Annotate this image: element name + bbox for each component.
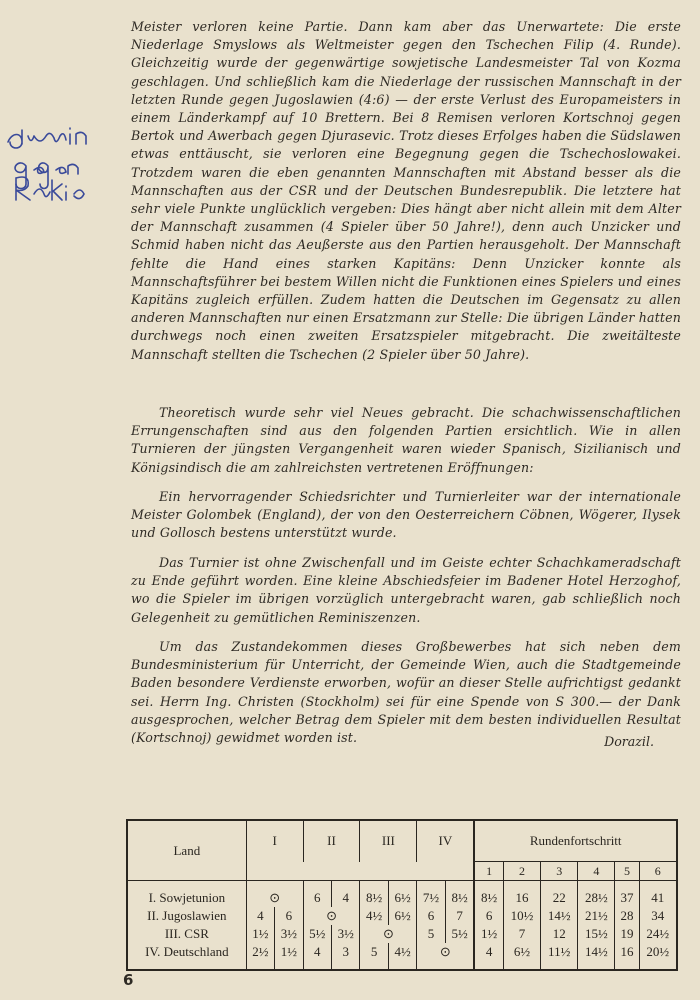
progress-cell: 28 [615, 907, 639, 925]
progress-cell: 41 [639, 881, 677, 908]
handwritten-margin-note [4, 122, 114, 202]
score-cell: 4 [303, 943, 331, 970]
progress-cell: 15½ [578, 925, 615, 943]
score-cell: 6 [303, 881, 331, 908]
score-cell: 3½ [332, 925, 360, 943]
author-signature: Dorazil. [604, 734, 654, 749]
table-row [127, 943, 677, 970]
progress-cell: 12 [541, 925, 578, 943]
progress-cell: 19 [615, 925, 639, 943]
header-round-3: 3 [541, 862, 578, 881]
self-match-marker: ⊙ [417, 943, 475, 970]
score-cell: 5½ [445, 925, 474, 943]
header-opponent-3: III [360, 820, 417, 862]
score-cell: 2½ [246, 943, 274, 970]
score-cell: 1½ [275, 943, 303, 970]
progress-cell: 4 [474, 943, 503, 970]
score-cell: 5 [417, 925, 445, 943]
table-row [127, 907, 677, 925]
header-opponent-4: IV [417, 820, 475, 862]
progress-cell: 14½ [541, 907, 578, 925]
score-cell: 4½ [388, 943, 416, 970]
country-name: I. Sowjetunion [127, 881, 246, 908]
score-cell: 1½ [246, 925, 274, 943]
table-row [127, 925, 677, 943]
progress-cell: 6½ [503, 943, 540, 970]
score-cell: 4 [246, 907, 274, 925]
progress-cell: 22 [541, 881, 578, 908]
body-paragraph-1: Meister verloren keine Partie. Dann kam aber das Unerwartete: Die erste Niederlage Smyslows als Weltmeister gegen den Tschechen Filip (4. Runde). Gleichzeitig wurde der gegenwärtige sowjetische Landesmeister Tal von Kozma geschlagen. Und schließlich kam die Niederlage der russischen Mannschaft in der letzten Runde gegen Jugoslawien (4:6) — der erste Verlust des Europameisters in einem Länderkampf auf 10 Brettern. Bei 8 Remisen verloren Kortschnoj gegen Bertok und Awerbach gegen Djurasevic. Trotz dieses Erfolges haben die Südslawen etwas enttäuscht, sie verloren eine Begegnung gegen die Tschechoslowakei. Trotzdem waren die eben genannten Mannschaften mit Abstand besser als die Mannschaften aus der CSR und der Deutschen Bundesrepublik. Die letztere hat sehr viele Punkte unglücklich vergeben: Dies hängt aber nicht allein mit dem Alter der Mannschaft zusammen (4 Spieler über 50 Jahre!), denn auch Unzicker und Schmid haben nicht das Aeußerste aus den Partien herausgeholt. Der Mannschaft fehlte die Hand eines starken Kapitäns: Denn Unzicker konnte als Mannschaftsführer bei bestem Willen nicht die Funktionen eines Spielers und eines Kapitäns zugleich erfüllen. Zudem hatten die Deutschen im Gegensatz zu allen anderen Mannschaften nur einen Ersatzmann zur Stelle: Die übrigen Länder hatten durchwegs noch einen zweiten Ersatzspieler mitgebracht. Die zweitälteste Mannschaft stellten die Tschechen (2 Spieler über 50 Jahre). [131, 19, 681, 362]
score-cell: 5½ [303, 925, 331, 943]
score-cell: 6 [417, 907, 445, 925]
progress-cell: 28½ [578, 881, 615, 908]
header-round-1: 1 [474, 862, 503, 881]
body-paragraph-5: Um das Zustandekommen dieses Großbewerbes hat sich neben dem Bundesministerium für Unterricht, der Gemeinde Wien, auch die Stadtgemeinde Baden besondere Verdienste erworben, wofür an dieser Stelle aufrichtigst gedankt sei. Herrn Ing. Christen (Stockholm) sei für eine Spende von S 300.— der Dank ausgesprochen, welcher Betrag dem Spieler mit dem besten individuellen Resultat (Kortschnoj) gewidmet worden ist. [131, 639, 681, 746]
self-match-marker: ⊙ [246, 881, 303, 908]
score-cell: 5 [360, 943, 388, 970]
score-cell: 3 [332, 943, 360, 970]
score-cell: 6 [275, 907, 303, 925]
score-cell: 4 [332, 881, 360, 908]
header-round-6: 6 [639, 862, 677, 881]
score-cell: 7 [445, 907, 474, 925]
progress-cell: 11½ [541, 943, 578, 970]
results-table [126, 819, 678, 971]
progress-cell: 37 [615, 881, 639, 908]
self-match-marker: ⊙ [303, 907, 360, 925]
header-round-5: 5 [615, 862, 639, 881]
progress-cell: 34 [639, 907, 677, 925]
country-name: III. CSR [127, 925, 246, 943]
score-cell: 6½ [388, 881, 416, 908]
score-cell: 6½ [388, 907, 416, 925]
page-number: 6 [123, 971, 134, 989]
header-opponent-1: I [246, 820, 303, 862]
handwriting-scribble [4, 122, 114, 202]
progress-cell: 21½ [578, 907, 615, 925]
score-cell: 4½ [360, 907, 388, 925]
progress-cell: 6 [474, 907, 503, 925]
progress-cell: 16 [615, 943, 639, 970]
header-land: Land [127, 820, 246, 881]
country-name: II. Jugoslawien [127, 907, 246, 925]
progress-cell: 20½ [639, 943, 677, 970]
header-round-progress: Rundenfortschritt [474, 820, 677, 862]
table-row [127, 881, 677, 908]
score-cell: 7½ [417, 881, 445, 908]
progress-cell: 16 [503, 881, 540, 908]
body-paragraph-2: Theoretisch wurde sehr viel Neues gebracht. Die schachwissenschaftlichen Errungenschaften sind aus den folgenden Partien ersichtlich. Wie in allen Turnieren der jüngsten Vergangenheit waren wieder Spanisch, Sizilianisch und Königsindisch die am zahlreichsten vertretenen Eröffnungen: [131, 405, 681, 475]
progress-cell: 24½ [639, 925, 677, 943]
header-round-2: 2 [503, 862, 540, 881]
score-cell: 3½ [275, 925, 303, 943]
progress-cell: 8½ [474, 881, 503, 908]
progress-cell: 10½ [503, 907, 540, 925]
progress-cell: 14½ [578, 943, 615, 970]
score-cell: 8½ [445, 881, 474, 908]
self-match-marker: ⊙ [360, 925, 417, 943]
header-opponent-2: II [303, 820, 360, 862]
progress-cell: 1½ [474, 925, 503, 943]
progress-cell: 7 [503, 925, 540, 943]
score-cell: 8½ [360, 881, 388, 908]
body-paragraph-3: Ein hervorragender Schiedsrichter und Turnierleiter war der internationale Meister Golombek (England), der von den Oesterreichern Cöbnen, Wögerer, Ilysek und Gollosch bestens unterstützt wurde. [131, 489, 681, 541]
header-round-4: 4 [578, 862, 615, 881]
body-paragraph-4: Das Turnier ist ohne Zwischenfall und im Geiste echter Schachkameradschaft zu Ende geführt worden. Eine kleine Abschiedsfeier im Badener Hotel Herzoghof, wo die Spieler im übrigen vorzüglich untergebracht waren, gab schließlich noch Gelegenheit zu gemütlichen Reminiszenzen. [131, 555, 681, 625]
country-name: IV. Deutschland [127, 943, 246, 970]
